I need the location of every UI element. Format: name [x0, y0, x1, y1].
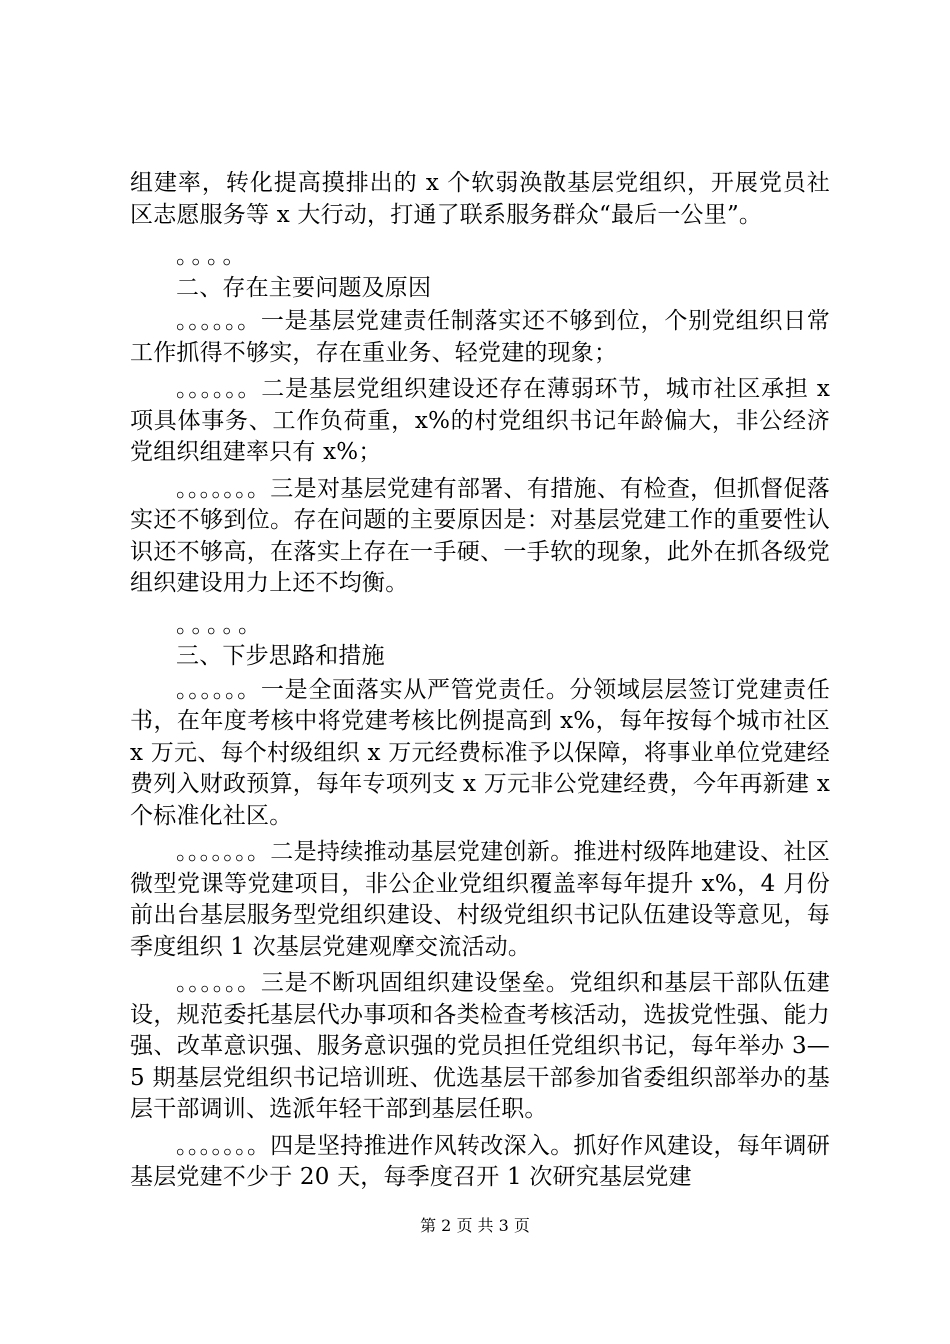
paragraph-measure-2: 。。。。。。。二是持续推动基层党建创新。推进村级阵地建设、社区微型党课等党建项目，非公企业党组织覆盖率每年提升 x%，4 月份前出台基层服务型党组织建设、村级党组织书记队伍建设等意见，每季度组织 1 次基层党建观摩交流活动。: [130, 839, 830, 960]
paragraph-problem-1: 。。。。。。一是基层党建责任制落实还不够到位，个别党组织日常工作抓得不够实，存在重业务、轻党建的现象；: [130, 308, 830, 366]
paragraph-ellipsis: 。。。。。: [176, 611, 265, 638]
section-heading-problems: 二、存在主要问题及原因: [176, 274, 432, 301]
paragraph-measure-4: 。。。。。。。四是坚持推进作风转改深入。抓好作风建设，每年调研基层党建不少于 20 天，每季度召开 1 次研究基层党建: [130, 1132, 830, 1190]
paragraph-measure-1: 。。。。。。一是全面落实从严管党责任。分领域层层签订党建责任书，在年度考核中将党建考核比例提高到 x%，每年按每个城市社区 x 万元、每个村级组织 x 万元经费标准予以保障，将事业单位党建经费列入财政预算，每年专项列支 x 万元非公党建经费，今年再新建 x 个标准化社区。: [130, 676, 830, 829]
paragraph-problem-3: 。。。。。。。三是对基层党建有部署、有措施、有检查，但抓督促落实还不够到位。存在问题的主要原因是：对基层党建工作的重要性认识还不够高，在落实上存在一手硬、一手软的现象，此外在抓各级党组织建设用力上还不均衡。: [130, 475, 830, 596]
paragraph-measure-3: 。。。。。。三是不断巩固组织建设堡垒。党组织和基层干部队伍建设，规范委托基层代办事项和各类检查考核活动，选拔党性强、能力强、改革意识强、服务意识强的党员担任党组织书记，每年举办 3—5 期基层党组织书记培训班、优选基层干部参加省委组织部举办的基层干部调训、选派年轻干部到基层任职。: [130, 970, 830, 1122]
paragraph-ellipsis: 。。。。: [176, 243, 250, 269]
paragraph-continuation: 组建率，转化提高摸排出的 x 个软弱涣散基层党组织，开展党员社区志愿服务等 x 大行动，打通了联系服务群众“最后一公里”。: [130, 170, 830, 228]
document-body: [130, 168, 830, 1199]
paragraph-problem-2: 。。。。。。二是基层党组织建设还存在薄弱环节，城市社区承担 x 项具体事务、工作负荷重，x%的村党组织书记年龄偏大，非公经济党组织组建率只有 x%；: [130, 376, 830, 465]
section-heading-measures: 三、下步思路和措施: [176, 643, 385, 669]
page-footer: 第 2 页 共 3 页: [420, 1216, 530, 1235]
